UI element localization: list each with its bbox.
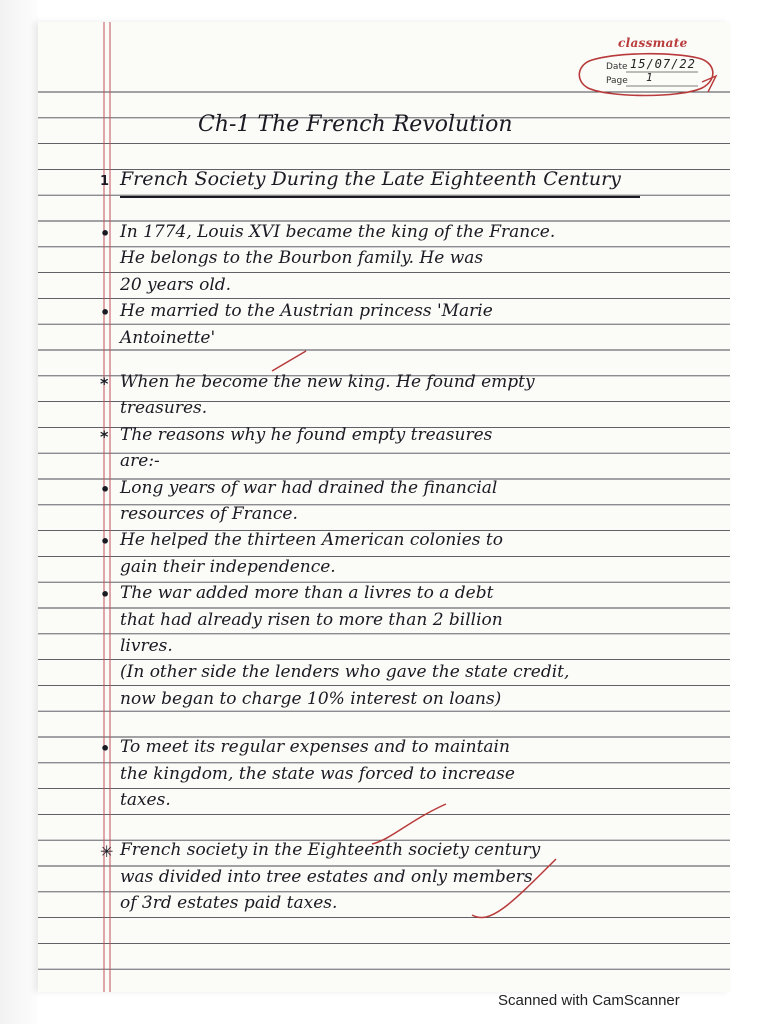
note-line: The reasons why he found empty treasures (120, 424, 493, 445)
section-heading: French Society During the Late Eighteenth Century (120, 168, 621, 190)
note-line: (In other side the lenders who gave the state credit, (120, 662, 570, 683)
note-line: treasures. (120, 398, 208, 419)
heading-number: 1 (100, 174, 110, 189)
note-line: resources of France. (120, 504, 298, 524)
check-mark-icon (270, 345, 330, 375)
note-line: livres. (120, 636, 173, 656)
page-value: 1 (646, 71, 653, 84)
line-bullet: * (100, 426, 109, 446)
note-line: French society in the Eighteenth society century (120, 840, 541, 861)
heading-underline (120, 196, 640, 198)
note-line: that had already risen to more than 2 billion (120, 609, 503, 630)
note-line: the kingdom, the state was forced to increase (120, 763, 515, 784)
note-line: taxes. (120, 790, 171, 810)
line-bullet: • (100, 303, 111, 323)
note-line: 20 years old. (120, 274, 232, 295)
line-bullet: • (100, 532, 111, 552)
line-bullet: • (100, 479, 111, 499)
check-mark-icon (370, 800, 450, 850)
date-label: Date (606, 62, 628, 72)
note-line: Long years of war had drained the financial (120, 477, 498, 498)
scanner-watermark: Scanned with CamScanner (498, 992, 680, 1009)
note-line: He helped the thirteen American colonies to (120, 530, 503, 551)
line-bullet: ✳ (100, 842, 114, 862)
note-line: of 3rd estates paid taxes. (120, 893, 338, 914)
check-mark-icon (470, 855, 560, 925)
brand-logo: classmate (618, 36, 688, 50)
line-bullet: * (100, 374, 109, 393)
note-line: The war added more than a livres to a debt (120, 583, 494, 604)
line-bullet: • (100, 739, 111, 759)
note-line: He married to the Austrian princess 'Marie (120, 301, 493, 322)
page-label: Page (606, 76, 628, 86)
note-line: gain their independence. (120, 556, 336, 577)
page-edge (0, 0, 38, 1024)
page-title: Ch-1 The French Revolution (198, 112, 513, 137)
line-bullet: • (100, 585, 111, 605)
note-line: was divided into tree estates and only members (120, 866, 533, 887)
note-line: When he become the new king. He found empty (120, 372, 535, 392)
note-line: He belongs to the Bourbon family. He was (120, 248, 484, 269)
notebook-header-stamp (570, 32, 720, 102)
line-bullet: • (100, 224, 111, 243)
date-value: 15/07/22 (630, 57, 696, 71)
note-line: In 1774, Louis XVI became the king of the France. (120, 222, 556, 242)
note-line: Antoinette' (120, 327, 216, 348)
note-line: now began to charge 10% interest on loans) (120, 688, 502, 709)
note-line: are:- (120, 451, 160, 472)
note-line: To meet its regular expenses and to maintain (120, 737, 510, 758)
